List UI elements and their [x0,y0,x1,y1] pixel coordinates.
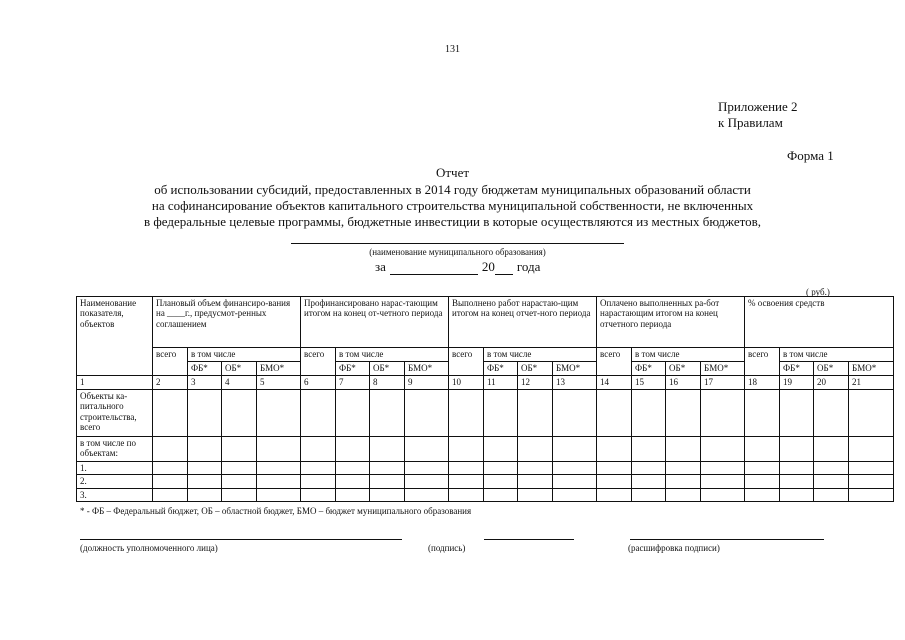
including-header: в том числе [484,348,597,362]
row-label: в том числе по объектам: [77,437,153,462]
position-caption: (должность уполномоченного лица) [80,543,218,553]
bmo-header: БМО* [553,362,597,376]
bmo-header: БМО* [849,362,894,376]
column-number: 20 [814,376,849,390]
total-header: всего [449,348,484,376]
column-number: 1 [77,376,153,390]
period-blank [390,262,478,275]
period-year: 20 [481,259,495,274]
column-number: 12 [518,376,553,390]
signature-line [484,539,574,540]
table-row [77,462,894,475]
footnote: * - ФБ – Федеральный бюджет, ОБ – областной бюджет, БМО – бюджет муниципального образования [80,506,472,516]
column-number: 11 [484,376,518,390]
column-number: 8 [370,376,405,390]
row-label: Объекты ка-питального строительства, всего [77,390,153,437]
column-number: 3 [188,376,222,390]
column-number: 9 [405,376,449,390]
signature-decoding-line [630,539,824,540]
including-header: в том числе [780,348,894,362]
ob-header: ОБ* [666,362,701,376]
row-label: 2. [77,475,153,488]
row-label: 3. [77,488,153,501]
report-subtitle-line: об использовании субсидий, предоставленных в 2014 году бюджетам муниципальных образований области [154,182,751,197]
signature-caption: (подпись) [428,543,466,553]
ob-header: ОБ* [518,362,553,376]
table-row [77,488,894,501]
ob-header: ОБ* [222,362,257,376]
column-number: 15 [632,376,666,390]
position-signature-line [80,539,402,540]
ob-header: ОБ* [814,362,849,376]
fb-header: ФБ* [484,362,518,376]
ob-header: ОБ* [370,362,405,376]
report-subtitle-line: в федеральные целевые программы, бюджетные инвестиции в которые осуществляются из местных бюджетов, [143,214,762,229]
total-header: всего [153,348,188,376]
column-number: 14 [597,376,632,390]
bmo-header: БМО* [257,362,301,376]
column-number: 2 [153,376,188,390]
column-number: 10 [449,376,484,390]
report-table [76,296,894,502]
total-header: всего [301,348,336,376]
currency-unit: ( руб.) [806,287,830,297]
planned-funding-header: Плановый объем финансиро-вания на ____г., предусмот-ренных соглашением [153,297,301,348]
column-number: 16 [666,376,701,390]
row-label: 1. [77,462,153,475]
bmo-header: БМО* [701,362,745,376]
bmo-header: БМО* [405,362,449,376]
column-number: 17 [701,376,745,390]
appendix-label: Приложение 2 [718,99,798,114]
works-done-header: Выполнено работ нарастаю-щим итогом на конец отчет-ного периода [449,297,597,348]
including-header: в том числе [632,348,745,362]
financed-header: Профинансировано нарас-тающим итогом на конец от-четного периода [301,297,449,348]
table-row [77,390,894,437]
report-title: Отчет [435,165,470,180]
column-number: 4 [222,376,257,390]
column-number: 13 [553,376,597,390]
column-number: 21 [849,376,894,390]
table-row [77,437,894,462]
form-label: Форма 1 [787,148,834,163]
column-number: 19 [780,376,814,390]
column-number: 7 [336,376,370,390]
fb-header: ФБ* [632,362,666,376]
signature-decoding-caption: (расшифровка подписи) [628,543,720,553]
fb-header: ФБ* [188,362,222,376]
column-number: 6 [301,376,336,390]
municipality-blank-line [291,243,624,244]
total-header: всего [597,348,632,376]
period-prefix: за [375,259,386,274]
year-blank [495,262,513,275]
reporting-period [375,259,540,275]
report-subtitle-line: на софинансирование объектов капитального строительства муниципальной собственности, не включенных [151,198,754,213]
indicator-header: Наименование показателя, объектов [77,297,153,376]
municipality-caption: (наименование муниципального образования) [369,247,546,257]
period-suffix: года [516,259,541,274]
total-header: всего [745,348,780,376]
fb-header: ФБ* [336,362,370,376]
including-header: в том числе [336,348,449,362]
column-number: 5 [257,376,301,390]
table-row [77,475,894,488]
column-number: 18 [745,376,780,390]
including-header: в том числе [188,348,301,362]
page-number: 131 [445,44,460,55]
works-paid-header: Оплачено выполненных ра-бот нарастающим итогом на конец отчетного периода [597,297,745,348]
fb-header: ФБ* [780,362,814,376]
utilization-percent-header: % освоения средств [745,297,894,348]
appendix-rules-label: к Правилам [718,115,783,130]
